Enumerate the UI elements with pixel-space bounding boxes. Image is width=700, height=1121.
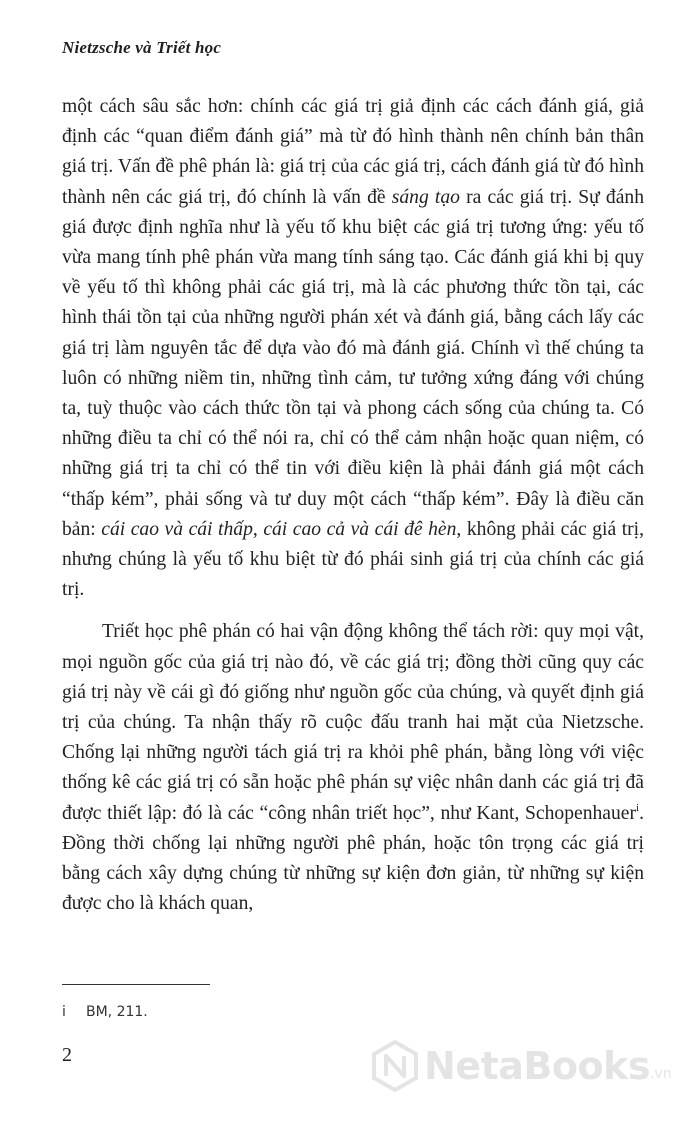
paragraph-2: Triết học phê phán có hai vận động không thể tách rời: quy mọi vật, mọi nguồn gốc của giá trị nào đó, về các giá trị; đồng thời cũng quy các giá trị này về cái gì đó giống như nguồn gốc của chúng, và quyết định giá trị của chúng. Ta nhận thấy rõ cuộc đấu tranh hai mặt của Nietzsche. Chống lại những người tách giá trị ra khỏi phê phán, bằng lòng với việc thống kê các giá trị có sẵn hoặc phê phán sự việc nhân danh các giá trị đã được thiết lập: đó là các “công nhân triết học”, như Kant, Schopenhauer$^i$. Đồng thời chống lại những người phê phán, hoặc tôn trọng các giá trị bằng cách xây dựng chúng từ những sự kiện đơn giản, từ những sự kiện được cho là khách quan, (62, 621, 644, 915)
watermark-suffix: .vn (649, 1066, 672, 1082)
footnote (62, 1004, 148, 1020)
footnote-reference[interactable]: i (636, 801, 640, 814)
emphasis-cao-thap: cái cao và cái thấp (101, 518, 253, 540)
footnote-text: BM, 211. (86, 1004, 148, 1020)
footnote-marker: i (62, 1004, 66, 1020)
page-number: 2 (62, 1044, 72, 1066)
page-body (62, 92, 644, 919)
netabooks-logo-icon (372, 1040, 418, 1092)
watermark-text: NetaBooks (424, 1044, 650, 1088)
running-header: Nietzsche và Triết học (62, 38, 222, 57)
netabooks-watermark (372, 1036, 672, 1096)
footnote-divider (62, 984, 210, 985)
paragraph-1: một cách sâu sắc hơn: chính các giá trị giả định các cách đánh giá, giả định các “quan điểm đánh giá” mà từ đó hình thành nên chính bản thân giá trị. Vấn đề phê phán là: giá trị của các giá trị, cách đánh giá từ đó hình thành nên các giá trị, đó chính là vấn đề sáng tạo ra các giá trị. Sự đánh giá được định nghĩa như là yếu tố khu biệt các giá trị tương ứng: yếu tố vừa mang tính phê phán vừa mang tính sáng tạo. Các đánh giá khi bị quy về yếu tố thì không phải các giá trị, mà là các phương thức tồn tại, các hình thái tồn tại của những người phán xét và đánh giá, bằng cách lấy các giá trị làm nguyên tắc để dựa vào đó mà đánh giá. Chính vì thế chúng ta luôn có những niềm tin, những tình cảm, tư tưởng xứng đáng với chúng ta, tuỳ thuộc vào cách thức tồn tại và phong cách sống của chúng ta. Có những điều ta chỉ có thể nói ra, chỉ có thể cảm nhận hoặc quan niệm, có những giá trị ta chỉ có thể tin với điều kiện là phải đánh giá một cách “thấp kém”, phải sống và tư duy một cách “thấp kém”. Đây là điều căn bản: cái cao và cái thấp, cái cao cả và cái đê hèn, không phải các giá trị, nhưng chúng là yếu tố khu biệt từ đó phái sinh giá trị của chính các giá trị. (62, 96, 645, 601)
emphasis-cao-ca-de-hen: cái cao cả và cái đê hèn (263, 518, 457, 540)
emphasis-sang-tao: sáng tạo (391, 186, 460, 208)
